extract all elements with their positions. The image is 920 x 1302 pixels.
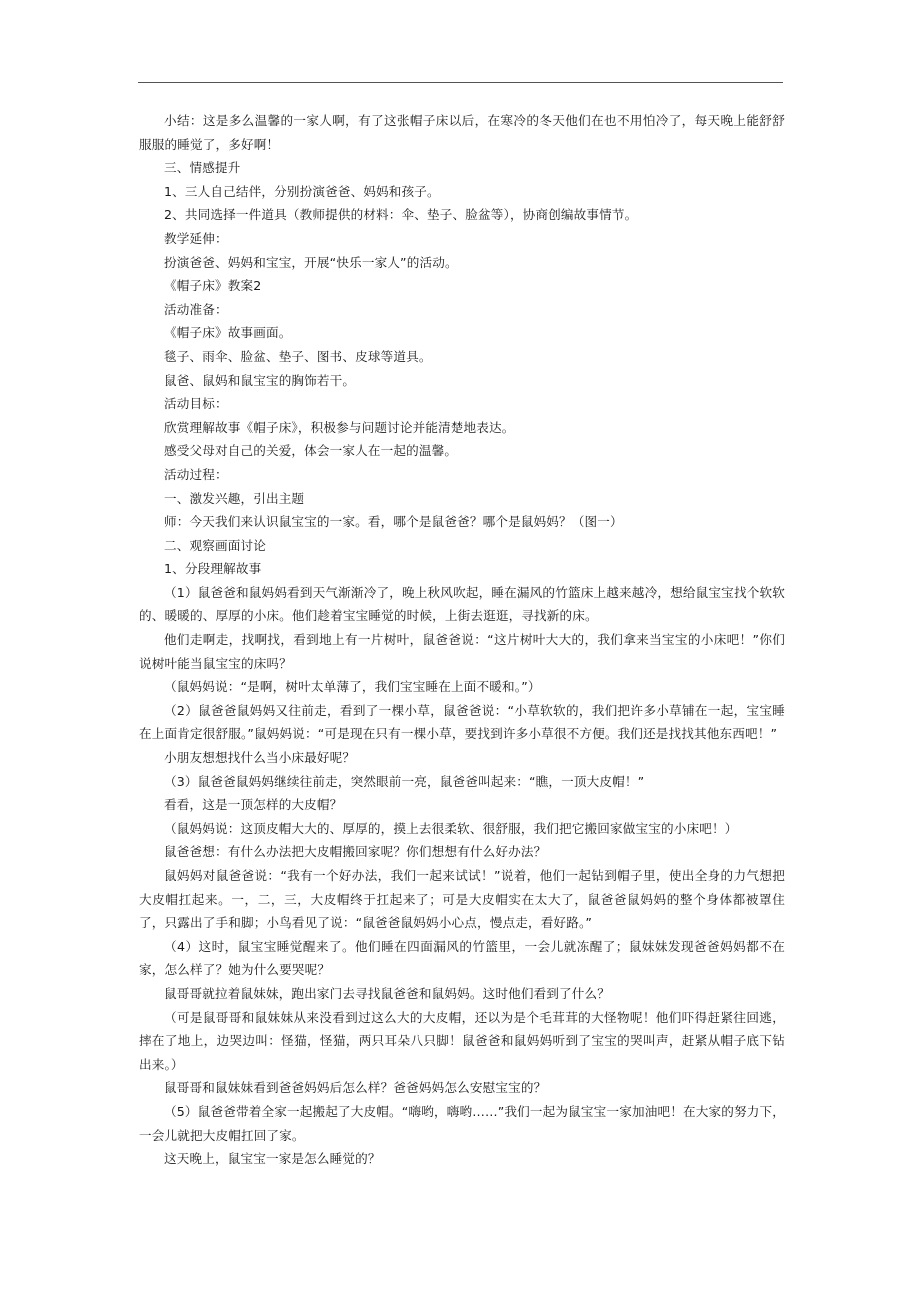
story-paragraph: （4）这时，鼠宝宝睡觉醒来了。他们睡在四面漏风的竹篮里，一会儿就冻醒了；鼠妹妹发现爸爸妈妈都不在家，怎么样了？她为什么要哭呢？ [139, 938, 785, 978]
story-paragraph: 鼠哥哥和鼠妹妹看到爸爸妈妈后怎么样？爸爸妈妈怎么安慰宝宝的？ [164, 1080, 547, 1096]
section-heading: 一、激发兴趣，引出主题 [164, 490, 305, 506]
story-paragraph: 他们走啊走，找啊找，看到地上有一片树叶，鼠爸爸说：“这片树叶大大的，我们拿来当宝宝的小床吧！”你们说树叶能当鼠宝宝的床吗？ [139, 632, 785, 671]
section-heading: 1、分段理解故事 [164, 561, 262, 577]
story-paragraph: 小朋友想想找什么当小床最好呢？ [164, 750, 356, 766]
story-paragraph: （鼠妈妈说：“是啊，树叶太单薄了，我们宝宝睡在上面不暖和。”） [164, 679, 541, 695]
paragraph: 师：今天我们来认识鼠宝宝的一家。看，哪个是鼠爸爸？哪个是鼠妈妈？（图一） [164, 514, 623, 530]
document-body [139, 109, 785, 1171]
story-paragraph: （5）鼠爸爸带着全家一起搬起了大皮帽。“嗨哟，嗨哟……”我们一起为鼠宝宝一家加油吧！在大家的努力下，一会儿就把大皮帽扛回了家。 [139, 1103, 785, 1143]
section-heading: 活动过程： [164, 466, 228, 482]
list-item: 鼠爸、鼠妈和鼠宝宝的胸饰若干。 [164, 372, 356, 388]
story-paragraph: （3）鼠爸爸鼠妈妈继续往前走，突然眼前一亮，鼠爸爸叫起来：“瞧，一顶大皮帽！” [164, 773, 645, 789]
story-paragraph: 鼠妈妈对鼠爸爸说：“我有一个好办法，我们一起来试试！”说着，他们一起钻到帽子里，使出全身的力气想把大皮帽扛起来。一，二，三，大皮帽终于扛起来了；可是大皮帽实在太大了，鼠爸爸鼠妈妈的整个身体都被罩住了，只露出了手和脚；小鸟看见了说：“鼠爸爸鼠妈妈小心点，慢点走，看好路。” [139, 868, 785, 931]
list-item: 毯子、雨伞、脸盆、垫子、图书、皮球等道具。 [164, 348, 432, 364]
story-paragraph: （1）鼠爸爸和鼠妈妈看到天气渐渐冷了，晚上秋风吹起，睡在漏风的竹篮床上越来越冷，想给鼠宝宝找个软软的、暖暖的、厚厚的小床。他们趁着宝宝睡觉的时候，上街去逛逛，寻找新的床。 [139, 584, 785, 624]
story-paragraph: （鼠妈妈说：这顶皮帽大大的、厚厚的，摸上去很柔软、很舒服，我们把它搬回家做宝宝的小床吧！） [164, 820, 738, 836]
section-heading: 活动目标： [164, 396, 228, 412]
story-paragraph: 看看，这是一顶怎样的大皮帽？ [164, 797, 343, 813]
section-heading: 三、情感提升 [164, 160, 241, 176]
story-paragraph: 鼠哥哥就拉着鼠妹妹，跑出家门去寻找鼠爸爸和鼠妈妈。这时他们看到了什么？ [164, 985, 611, 1001]
section-heading: 活动准备： [164, 301, 228, 317]
list-item: 欣赏理解故事《帽子床》，积极参与问题讨论并能清楚地表达。 [164, 419, 515, 435]
story-paragraph: （2）鼠爸爸鼠妈妈又往前走，看到了一棵小草，鼠爸爸说：“小草软软的，我们把许多小草铺在一起，宝宝睡在上面肯定很舒服。”鼠妈妈说：“可是现在只有一棵小草，要找到许多小草很不方便。我们还是找找其他东西吧！” [139, 702, 785, 742]
story-paragraph: （可是鼠哥哥和鼠妹妹从来没看到过这么大的大皮帽，还以为是个毛茸茸的大怪物呢！他们吓得赶紧往回逃，摔在了地上，边哭边叫：怪猫，怪猫，两只耳朵八只脚！鼠爸爸和鼠妈妈听到了宝宝的哭叫声，赶紧从帽子底下钻出来。） [139, 1009, 785, 1072]
list-item: 1、三人自己结伴，分别扮演爸爸、妈妈和孩子。 [164, 183, 440, 199]
paragraph: 扮演爸爸、妈妈和宝宝，开展“快乐一家人”的活动。 [164, 254, 458, 270]
lesson-title: 《帽子床》教案2 [164, 278, 262, 294]
summary-paragraph: 小结：这是多么温馨的一家人啊，有了这张帽子床以后，在寒冷的冬天他们在也不用怕冷了，每天晚上能舒舒服服的睡觉了，多好啊！ [139, 113, 785, 152]
section-heading: 二、观察画面讨论 [164, 537, 266, 553]
story-paragraph: 这天晚上，鼠宝宝一家是怎么睡觉的？ [164, 1151, 381, 1167]
list-item: 感受父母对自己的关爱，体会一家人在一起的温馨。 [164, 443, 458, 459]
list-item: 2、共同选择一件道具（教师提供的材料：伞、垫子、脸盆等），协商创编故事情节。 [164, 207, 638, 223]
story-paragraph: 鼠爸爸想：有什么办法把大皮帽搬回家呢？你们想想有什么好办法？ [164, 844, 547, 860]
section-heading: 教学延伸： [164, 230, 228, 246]
header-rule [138, 82, 783, 83]
list-item: 《帽子床》故事画面。 [164, 325, 292, 341]
